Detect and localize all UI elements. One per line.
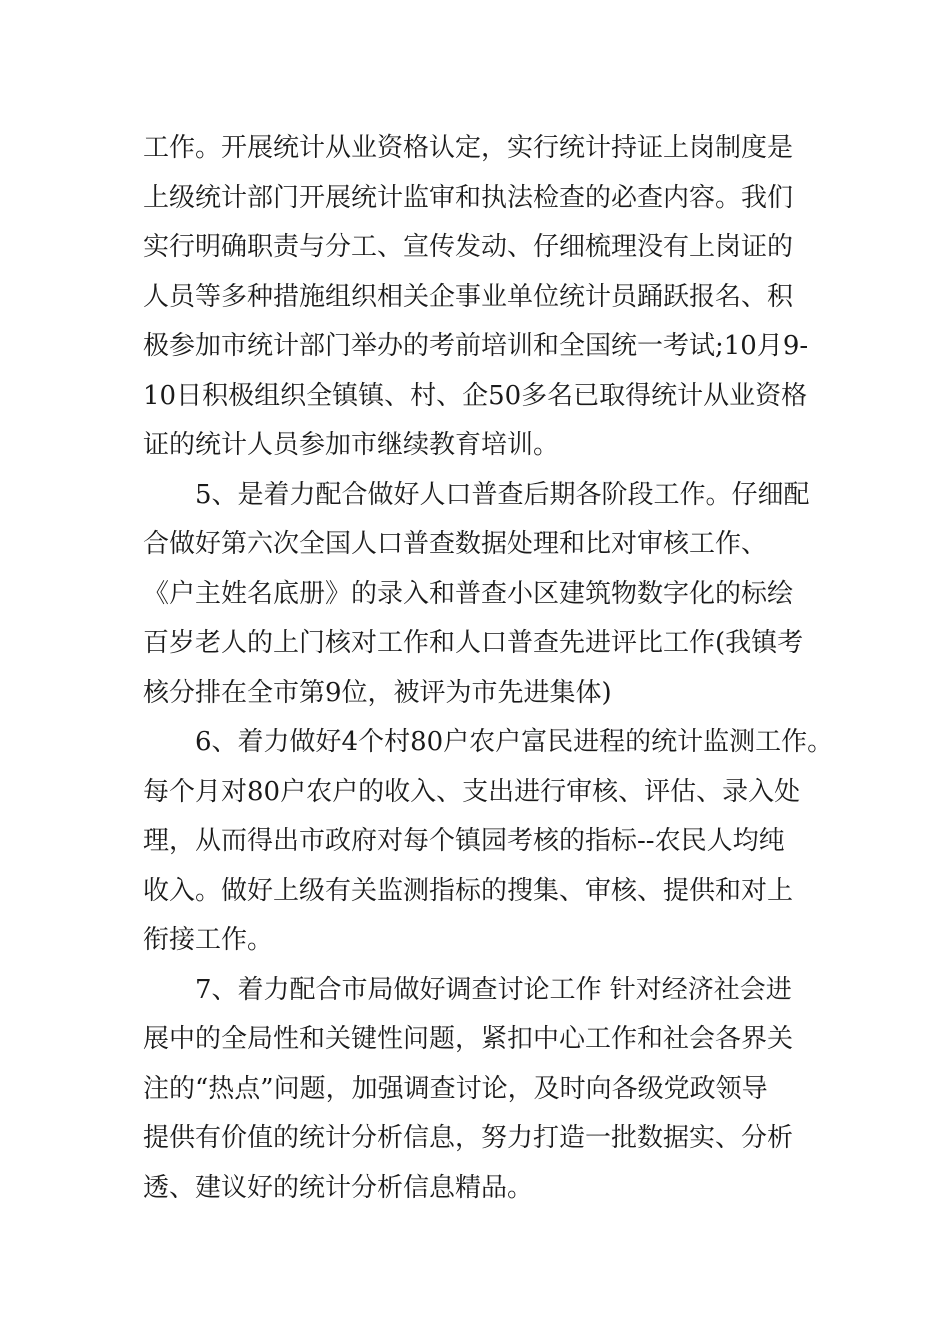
text-line: 每个月对80户农户的收入、支出进行审核、评估、录入处 — [143, 776, 801, 807]
text-line: 衔接工作。 — [143, 925, 274, 955]
text-line: 百岁老人的上门核对工作和人口普查先进评比工作(我镇考 — [143, 628, 804, 658]
text-line: 极参加市统计部门举办的考前培训和全国统一考试;10月9- — [143, 331, 809, 361]
text-line: 透、建议好的统计分析信息精品。 — [143, 1172, 534, 1203]
text-line: 收入。做好上级有关监测指标的搜集、审核、提供和对上 — [143, 875, 794, 906]
text-line: 注的“热点”问题，加强调查讨论，及时向各级党政领导 — [143, 1073, 768, 1104]
text-line: 10日积极组织全镇镇、村、企50多名已取得统计从业资格 — [143, 380, 808, 411]
text-line: 《户主姓名底册》的录入和普查小区建筑物数字化的标绘 — [143, 578, 794, 609]
text-line: 上级统计部门开展统计监审和执法检查的必查内容。我们 — [143, 182, 794, 213]
text-line: 核分排在全市第9位，被评为市先进集体) — [143, 677, 612, 708]
text-line: 理，从而得出市政府对每个镇园考核的指标--农民人均纯 — [143, 826, 785, 856]
text-line: 实行明确职责与分工、宣传发动、仔细梳理没有上岗证的 — [143, 232, 794, 262]
paragraph-start-line: 5、是着力配合做好人口普查后期各阶段工作。仔细配 — [195, 479, 810, 510]
text-line: 工作。开展统计从业资格认定，实行统计持证上岗制度是 — [143, 133, 794, 163]
text-line: 证的统计人员参加市继续教育培训。 — [143, 430, 560, 460]
paragraph-start-line: 6、着力做好4个村80户农户富民进程的统计监测工作。 — [195, 727, 834, 757]
paragraph-start-line: 7、着力配合市局做好调查讨论工作 针对经济社会进 — [195, 974, 792, 1005]
text-line: 人员等多种措施组织相关企事业单位统计员踊跃报名、积 — [143, 281, 794, 312]
text-line: 合做好第六次全国人口普查数据处理和比对审核工作、 — [143, 529, 768, 559]
document-body — [143, 124, 834, 1213]
text-line: 展中的全局性和关键性问题，紧扣中心工作和社会各界关 — [143, 1024, 794, 1054]
text-line: 提供有价值的统计分析信息，努力打造一批数据实、分析 — [143, 1123, 794, 1153]
